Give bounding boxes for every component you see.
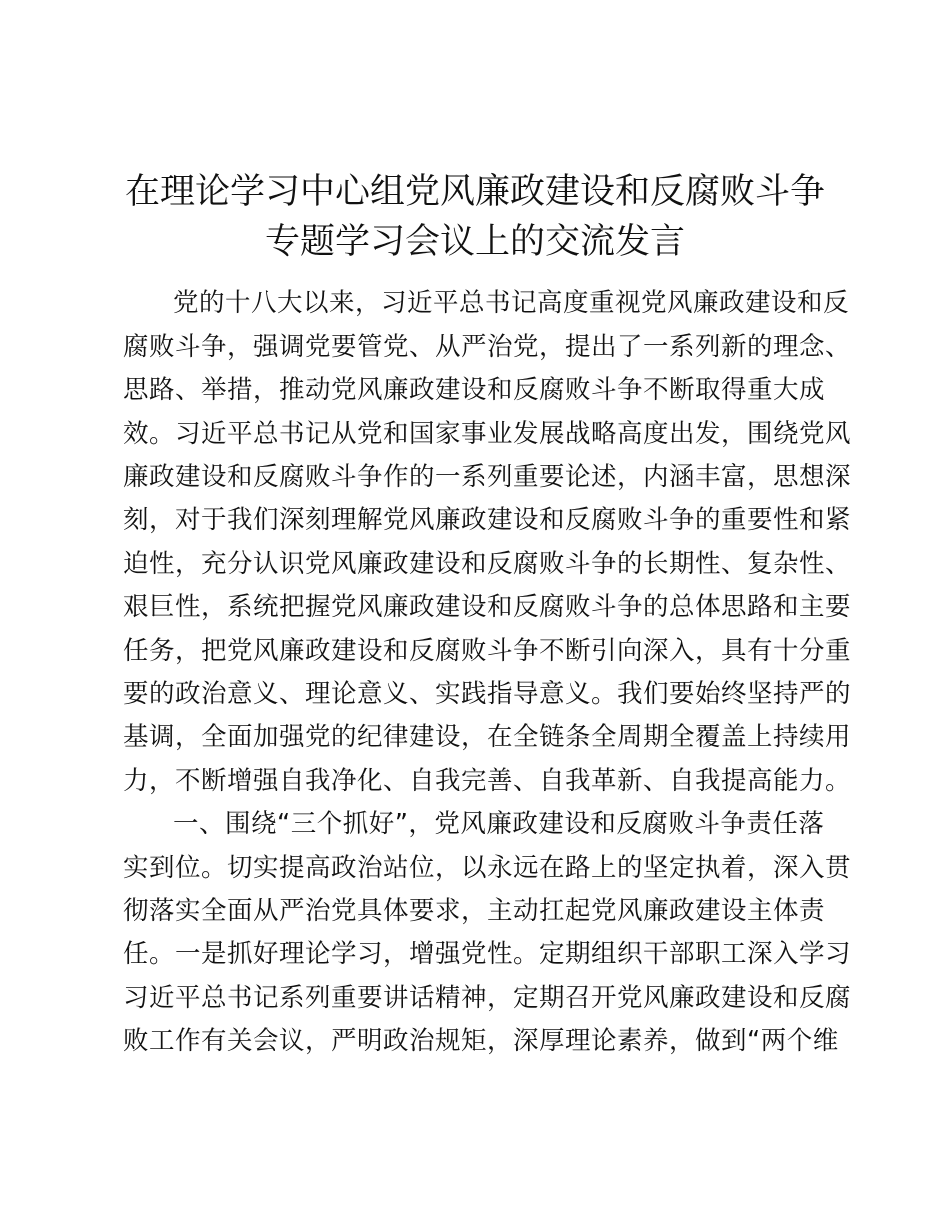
body-line-15: 彻落实全面从严治党具体要求，主动扛起党风廉政建设主体责 bbox=[123, 896, 826, 926]
body-line-10: 要的政治意义、理论意义、实践指导意义。我们要始终坚持严的 bbox=[123, 679, 852, 709]
document-title-line-1: 在理论学习中心组党风廉政建设和反腐败斗争 bbox=[124, 172, 825, 212]
section-heading-line: 一、围绕“三个抓好”，党风廉政建设和反腐败斗争责任落 bbox=[173, 809, 825, 839]
body-line-18: 败工作有关会议，严明政治规矩，深厚理论素养，做到“两个维 bbox=[123, 1026, 839, 1056]
body-line-3: 思路、举措，推动党风廉政建设和反腐败斗争不断取得重大成 bbox=[123, 375, 826, 405]
body-line-1: 党的十八大以来，习近平总书记高度重视党风廉政建设和反 bbox=[173, 288, 850, 318]
body-line-16: 任。一是抓好理论学习，增强党性。定期组织干部职工深入学习 bbox=[123, 939, 852, 969]
body-line-5: 廉政建设和反腐败斗争作的一系列重要论述，内涵丰富，思想深 bbox=[123, 462, 852, 492]
body-line-7: 迫性，充分认识党风廉政建设和反腐败斗争的长期性、复杂性、 bbox=[123, 549, 852, 579]
body-line-11: 基调，全面加强党的纪律建设，在全链条全周期全覆盖上持续用 bbox=[123, 722, 852, 752]
body-line-17: 习近平总书记系列重要讲话精神，定期召开党风廉政建设和反腐 bbox=[123, 983, 852, 1013]
body-line-8: 艰巨性，系统把握党风廉政建设和反腐败斗争的总体思路和主要 bbox=[123, 592, 852, 622]
document-title-line-2: 专题学习会议上的交流发言 bbox=[264, 222, 685, 262]
body-line-9: 任务，把党风廉政建设和反腐败斗争不断引向深入，具有十分重 bbox=[123, 636, 852, 666]
body-line-14: 实到位。切实提高政治站位，以永远在路上的坚定执着，深入贯 bbox=[123, 853, 852, 883]
body-line-2: 腐败斗争，强调党要管党、从严治党，提出了一系列新的理念、 bbox=[123, 332, 852, 362]
body-line-12: 力，不断增强自我净化、自我完善、自我革新、自我提高能力。 bbox=[123, 766, 852, 796]
body-line-4: 效。习近平总书记从党和国家事业发展战略高度出发，围绕党风 bbox=[123, 419, 852, 449]
body-line-6: 刻，对于我们深刻理解党风廉政建设和反腐败斗争的重要性和紧 bbox=[123, 505, 852, 535]
